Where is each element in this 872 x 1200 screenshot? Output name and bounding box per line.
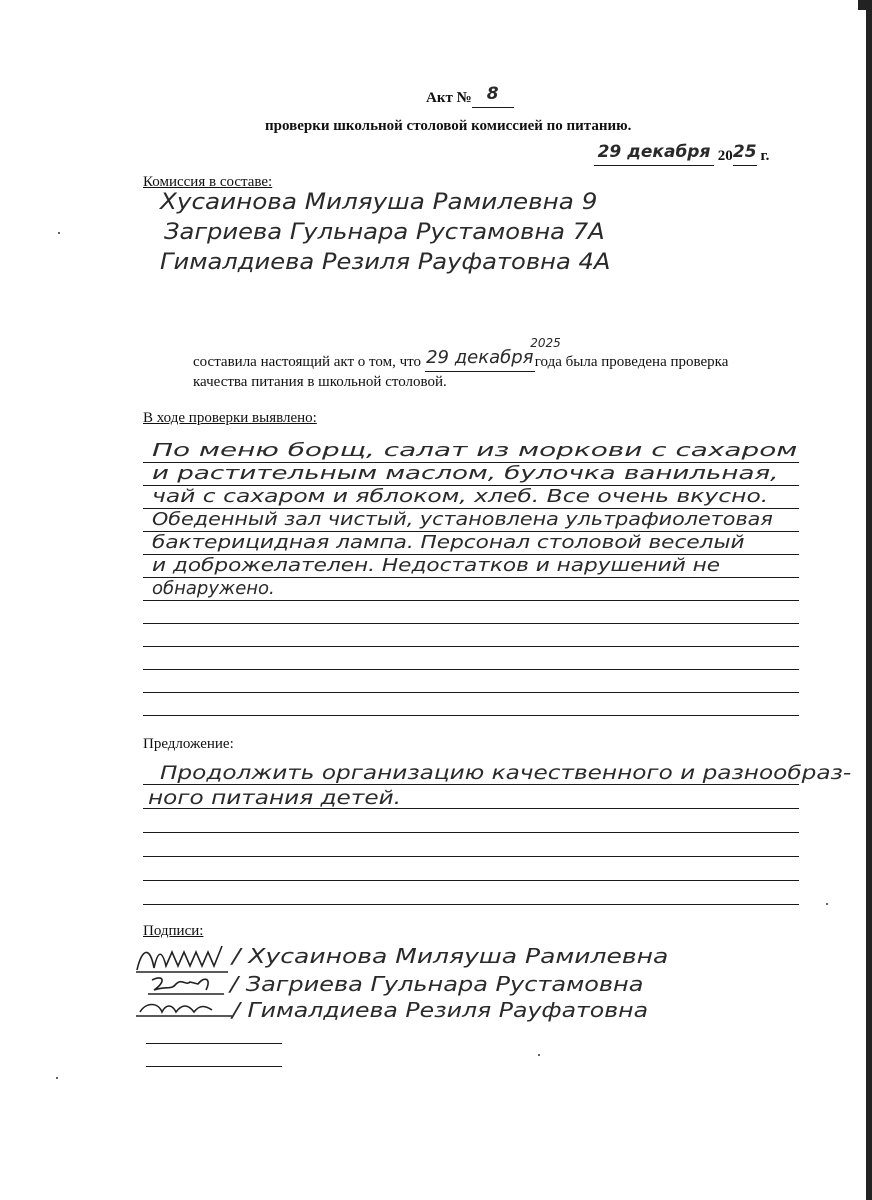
act-label: Акт № (426, 90, 472, 106)
findings-text-line: обнаружено. (152, 578, 275, 599)
proposal-text-line: ного питания детей. (148, 787, 402, 809)
act-number-field (472, 84, 514, 108)
findings-label: В ходе проверки выявлено: (143, 410, 317, 426)
signature-blank-line (146, 1043, 282, 1044)
findings-text-line: бактерицидная лампа. Персонал столовой веселый (152, 532, 745, 553)
statement-year: 2025 (530, 336, 561, 350)
year-field (732, 142, 757, 166)
date-day-month: 29 декабря (597, 142, 711, 162)
ruled-line (143, 904, 799, 905)
commission-label: Комиссия в составе: (143, 174, 273, 190)
ruled-line (143, 784, 799, 785)
ruled-line (143, 832, 799, 833)
scan-speck (56, 1077, 58, 1079)
year-unit: г. (760, 148, 770, 164)
scan-speck (58, 232, 60, 234)
findings-text-line: чай с сахаром и яблоком, хлеб. Все очень вкусно. (152, 486, 769, 507)
year-suffix: 25 (732, 142, 757, 162)
scan-speck (826, 903, 828, 905)
ruled-line (143, 692, 799, 693)
scan-corner (858, 0, 866, 10)
ruled-line (143, 669, 799, 670)
act-title (426, 84, 514, 108)
ruled-line (143, 646, 799, 647)
signature-scribble (136, 998, 236, 1024)
scan-edge (866, 0, 872, 1200)
commission-member: Хусаинова Миляуша Рамилевна 9 (160, 190, 598, 215)
date-field (594, 142, 714, 166)
act-subtitle: проверки школьной столовой комиссией по питанию. (265, 118, 632, 134)
statement-after: года была проведена проверка (534, 354, 729, 370)
signature-name: / Загриева Гульнара Рустамовна (230, 972, 644, 996)
scan-speck (538, 1054, 540, 1056)
commission-member: Загриева Гульнара Рустамовна 7А (164, 220, 605, 245)
statement-line-1 (193, 336, 729, 372)
commission-member: Гималдиева Резиля Рауфатовна 4А (160, 250, 611, 275)
findings-text-line: и растительным маслом, булочка ванильная, (152, 463, 779, 484)
statement-date-field (425, 336, 561, 372)
statement-date: 29 декабря (426, 347, 534, 368)
signature-blank-line (146, 1066, 282, 1067)
year-prefix: 20 (717, 148, 733, 164)
ruled-line (143, 856, 799, 857)
findings-text-line: и доброжелателен. Недостатков и нарушений не (152, 555, 721, 576)
signatures-label: Подписи: (143, 923, 204, 939)
statement-before: составила настоящий акт о том, что (193, 354, 422, 370)
signature-name: / Хусаинова Миляуша Рамилевна (232, 944, 669, 968)
ruled-line (143, 715, 799, 716)
ruled-line (143, 623, 799, 624)
signature-name: / Гималдиева Резиля Рауфатовна (232, 998, 649, 1022)
findings-text-line: По меню борщ, салат из моркови с сахаром (152, 440, 798, 461)
act-number: 8 (486, 84, 499, 104)
document-date (594, 142, 770, 166)
statement-line-2: качества питания в школьной столовой. (193, 374, 447, 390)
findings-text-line: Обеденный зал чистый, установлена ультрафиолетовая (152, 509, 773, 530)
ruled-line (143, 880, 799, 881)
proposal-text-line: Продолжить организацию качественного и разнообраз- (160, 762, 852, 784)
proposal-label: Предложение: (143, 736, 234, 752)
ruled-line (143, 600, 799, 601)
signature-scribble (146, 972, 226, 1000)
